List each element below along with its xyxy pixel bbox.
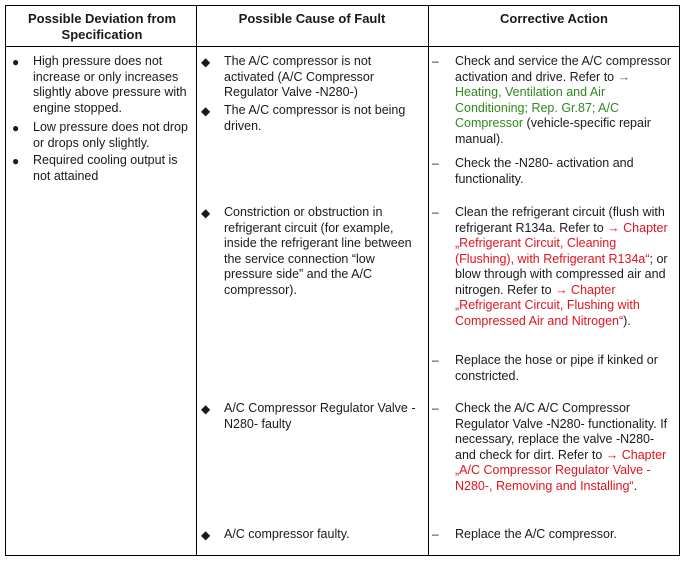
action-text: Check and service the A/C compressor activation and drive. Refer to (455, 54, 672, 84)
header-divider (6, 46, 679, 47)
dash-bullet-icon: – (432, 353, 439, 367)
action-item: Replace the hose or pipe if kinked or constricted. (455, 353, 658, 383)
action-text: Clean the refrigerant circuit (flush with refrigerant R134a. Refer to (455, 205, 665, 235)
bullet-icon: ● (12, 154, 20, 168)
bullet-icon: ● (12, 55, 20, 69)
deviation-item: Required cooling output is not attained (33, 153, 178, 183)
dash-bullet-icon: – (432, 401, 439, 415)
action-item (455, 54, 677, 147)
deviation-item: Low pressure does not drop or drops only slightly. (33, 120, 188, 150)
cause-item: The A/C compressor is not activated (A/C Compressor Regulator Valve -N280-) (224, 54, 375, 99)
dash-bullet-icon: – (432, 205, 439, 219)
header-cause: Possible Cause of Fault (238, 11, 386, 26)
action-text: . (633, 478, 638, 493)
column-divider (196, 6, 197, 555)
action-text: Check the A/C A/C Compressor Regulator Valve -N280- functionality. If necessary, replace the valve -N280- and check for dirt. Refer to (455, 401, 668, 462)
chapter-link-flushing-air-nitrogen[interactable]: → Chapter „Refrigerant Circuit, Flushing with Compressed Air and Nitrogen“ (455, 282, 640, 328)
cause-item: The A/C compressor is not being driven. (224, 103, 406, 133)
diamond-bullet-icon: ◆ (201, 402, 211, 416)
action-item: Replace the A/C compressor. (455, 527, 617, 541)
deviation-item: High pressure does not increase or only increases slightly above pressure with engine stopped. (33, 54, 187, 115)
action-text: ; or blow through with compressed air and nitrogen. Refer to (455, 251, 668, 297)
cause-item: A/C Compressor Regulator Valve -N280- faulty (224, 401, 416, 431)
header-deviation: Possible Deviation from Specification (27, 11, 177, 42)
action-item (455, 205, 677, 329)
chapter-link-flushing-refrigerant[interactable]: → Chapter „Refrigerant Circuit, Cleaning (Flushing), with Refrigerant R134a“ (455, 220, 668, 266)
action-text: (vehicle-specific repair manual). (455, 116, 651, 146)
dash-bullet-icon: – (432, 527, 439, 541)
diamond-bullet-icon: ◆ (201, 55, 211, 69)
diamond-bullet-icon: ◆ (201, 104, 211, 118)
header-action: Corrective Action (500, 11, 608, 26)
action-text: ). (623, 313, 631, 328)
cause-item: Constriction or obstruction in refrigerant circuit (for example, inside the refrigerant line between the service connection “low pressure side” and the A/C compressor). (224, 205, 412, 297)
repair-manual-link[interactable]: → Heating, Ventilation and Air Conditioning; Rep. Gr.87; A/C Compressor (455, 69, 631, 130)
bullet-icon: ● (12, 121, 20, 135)
diamond-bullet-icon: ◆ (201, 528, 211, 542)
dash-bullet-icon: – (432, 156, 439, 170)
action-item: Check the -N280- activation and functionality. (455, 156, 634, 186)
cause-item: A/C compressor faulty. (224, 527, 350, 541)
column-divider (428, 6, 429, 555)
diamond-bullet-icon: ◆ (201, 206, 211, 220)
chapter-link-regulator-valve[interactable]: → Chapter „A/C Compressor Regulator Valve -N280-, Removing and Installing“ (455, 447, 667, 493)
fault-table (5, 5, 680, 556)
dash-bullet-icon: – (432, 54, 439, 68)
action-item (455, 401, 677, 494)
